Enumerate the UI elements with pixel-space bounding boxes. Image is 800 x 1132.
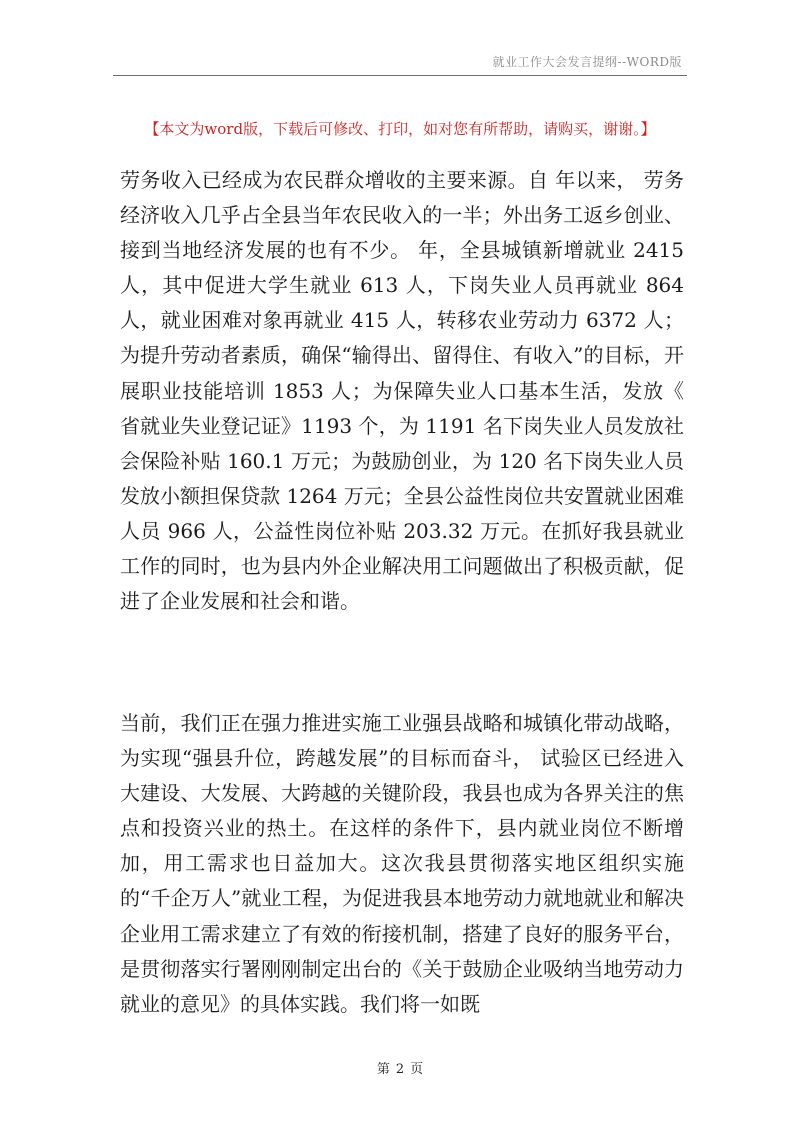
body-paragraph-2: 当前，我们正在强力推进实施工业强县战略和城镇化带动战略，为实现“强县升位，跨越发展”的目标而奋斗， 试验区已经进入大建设、大发展、大跨越的关键阶段，我县也成为各界关注的焦点和投资兴业的热土。在这样的条件下，县内就业岗位不断增加，用工需求也日益加大。这次我县贯彻落实地区组织实施的“千企万人”就业工程，为促进我县本地劳动力就地就业和解决企业用工需求建立了有效的衔接机制，搭建了良好的服务平台，是贯彻落实行署刚刚制定出台的《关于鼓励企业吸纳当地劳动力就业的意见》的具体实践。我们将一如既 bbox=[120, 711, 684, 1016]
page-number: 2 bbox=[395, 1062, 405, 1077]
page-footer bbox=[0, 1058, 800, 1077]
download-notice: 【本文为word版，下载后可修改、打印，如对您有所帮助，请购买，谢谢。】 bbox=[144, 120, 656, 138]
header-divider bbox=[113, 75, 687, 76]
body-paragraph-1: 劳务收入已经成为农民群众增收的主要来源。自 年以来， 劳务经济收入几乎占全县当年农民收入的一半；外出务工返乡创业、接到当地经济发展的也有不少。 年，全县城镇新增就业 2415 人，其中促进大学生就业 613 人，下岗失业人员再就业 864 人，就业困难对象再就业 415 人，转移农业劳动力 6372 人；为提升劳动者素质，确保“输得出、留得住、有收入”的目标，开展职业技能培训 1853 人；为保障失业人口基本生活，发放《 省就业失业登记证》1193 个，为 1191 名下岗失业人员发放社会保险补贴 160.1 万元；为鼓励创业，为 120 名下岗失业人员发放小额担保贷款 1264 万元；全县公益性岗位共安置就业困难人员 966 人，公益性岗位补贴 203.32 万元。在抓好我县就业工作的同时，也为县内外企业解决用工问题做出了积极贡献，促进了企业发展和社会和谐。 bbox=[120, 168, 684, 614]
page-label-prefix: 第 bbox=[376, 1062, 390, 1077]
document-header-title: 就业工作大会发言提纲--WORD版 bbox=[492, 55, 682, 69]
page-label-suffix: 页 bbox=[410, 1062, 424, 1077]
